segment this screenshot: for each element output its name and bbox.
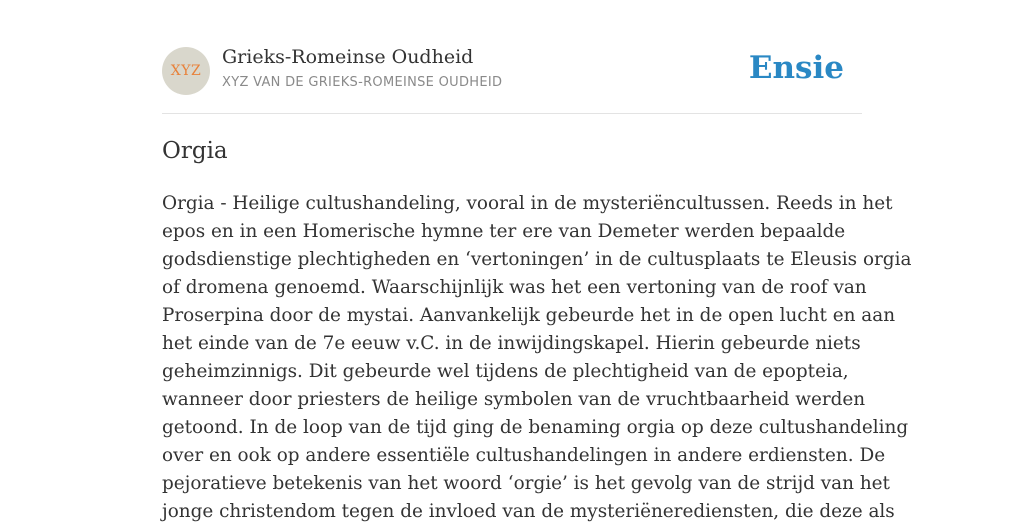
body-line: pejoratieve betekenis van het woord ‘orgie’ is het gevolg van de strijd van het	[162, 473, 890, 494]
body-line: of dromena genoemd. Waarschijnlijk was het een vertoning van de roof van	[162, 277, 867, 298]
entry-title: Orgia	[162, 138, 228, 164]
body-line: over en ook op andere essentiële cultushandelingen in andere erdiensten. De	[162, 445, 886, 466]
body-line: wanneer door priesters de heilige symbolen van de vruchtbaarheid werden	[162, 389, 866, 410]
body-line: godsdienstige plechtigheden en ‘vertoningen’ in de cultusplaats te Eleusis orgia	[162, 249, 912, 270]
body-line: Orgia - Heilige cultushandeling, vooral in de mysteriëncultussen. Reeds in het	[162, 193, 893, 214]
brand-logo-link[interactable]: Ensie	[748, 50, 844, 86]
source-subtitle: XYZ VAN DE GRIEKS-ROMEINSE OUDHEID	[222, 75, 503, 90]
entry-body	[162, 190, 912, 526]
body-line: getoond. In de loop van de tijd ging de benaming orgia op deze cultushandeling	[162, 417, 909, 438]
source-title[interactable]: Grieks-Romeinse Oudheid	[222, 46, 474, 68]
body-line: epos en in een Homerische hymne ter ere van Demeter werden bepaalde	[162, 221, 846, 242]
body-line: geheimzinnigs. Dit gebeurde wel tijdens de plechtigheid van de epopteia,	[162, 361, 849, 382]
body-line: het einde van de 7e eeuw v.C. in de inwijdingskapel. Hierin gebeurde niets	[162, 333, 861, 354]
body-line: jonge christendom tegen de invloed van de mysteriënerediensten, die deze als	[162, 501, 895, 522]
page	[162, 0, 912, 522]
header	[162, 0, 862, 114]
body-line: Proserpina door de mystai. Aanvankelijk gebeurde het in de open lucht en aan	[162, 305, 896, 326]
avatar[interactable]: XYZ	[162, 47, 210, 95]
